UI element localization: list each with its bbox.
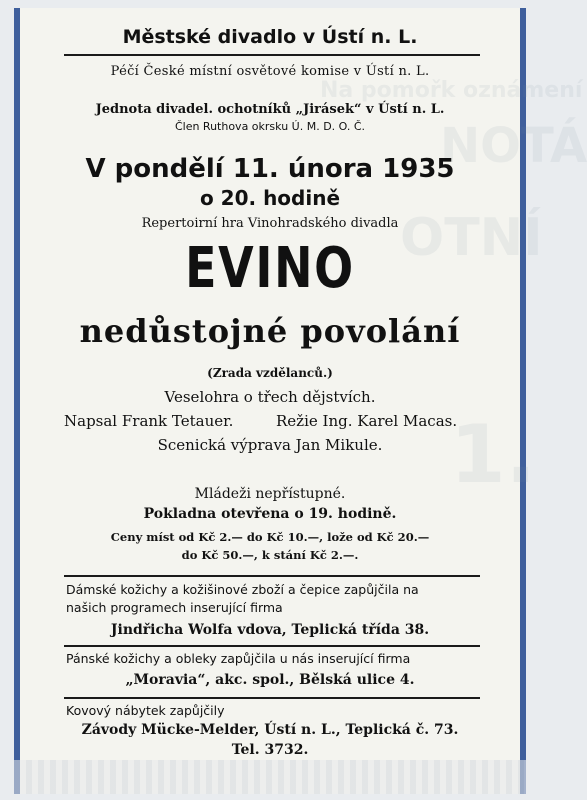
director-line: Režie Ing. Karel Macas.: [276, 412, 458, 430]
ad1-firm: Jindřicha Wolfa vdova, Teplická třída 38.: [110, 622, 430, 638]
patron-line: Péčí České místní osvětové komise v Ústí n. L.: [110, 64, 430, 79]
prices-line-1: Ceny míst od Kč 2.— do Kč 10.—, lože od Kč 20.—: [110, 530, 430, 544]
performance-time: o 20. hodině: [199, 186, 341, 210]
alternate-title: (Zrada vzdělanců.): [207, 366, 333, 380]
genre-line: Veselohra o třech dějstvích.: [164, 388, 376, 406]
play-title: EVINO: [185, 236, 355, 301]
show-through-text: Na pomořk oznámení: [320, 78, 583, 103]
repertoire-line: Repertoirní hra Vinohradského divadla: [141, 216, 399, 231]
theatre-name: Městské divadlo v Ústí n. L.: [122, 26, 418, 48]
ad3-line-1: Kovový nábytek zapůjčily: [66, 703, 225, 718]
ad1-line-2: našich programech inserující firma: [66, 600, 283, 615]
play-subtitle: nedůstojné povolání: [79, 312, 461, 350]
youth-notice: Mládeži nepřístupné.: [194, 486, 346, 502]
show-through-text: OTNÍ: [400, 208, 543, 268]
prices-line-2: do Kč 50.—, k stání Kč 2.—.: [181, 548, 359, 562]
author-line: Napsal Frank Tetauer.: [64, 412, 234, 430]
ad1-line-1: Dámské kožichy a kožišinové zboží a čepice zapůjčila na: [66, 582, 419, 597]
member-line: Člen Ruthova okrsku Ú. M. D. O. Č.: [174, 120, 366, 133]
show-through-text: NOTÁ: [440, 118, 587, 174]
divider: [64, 697, 480, 699]
ad3-firm: Závody Mücke-Melder, Ústí n. L., Teplická č. 73.: [81, 722, 459, 738]
performance-date: V pondělí 11. února 1935: [85, 154, 455, 184]
divider: [64, 645, 480, 647]
divider: [64, 575, 480, 577]
show-through-text: 1.: [450, 408, 537, 501]
scenery-line: Scenická výprava Jan Mikule.: [157, 436, 383, 454]
divider: [64, 54, 480, 56]
ad3-telephone: Tel. 3732.: [231, 742, 309, 758]
society-line: Jednota divadel. ochotníků „Jirásek“ v Ústí n. L.: [95, 102, 445, 117]
ad2-line-1: Pánské kožichy a obleky zapůjčila u nás inserující firma: [66, 651, 411, 666]
paper-edge: [14, 760, 526, 794]
box-office-line: Pokladna otevřena o 19. hodině.: [143, 506, 397, 522]
ad2-firm: „Moravia“, akc. spol., Bělská ulice 4.: [125, 672, 415, 688]
poster-sheet: [14, 8, 587, 794]
